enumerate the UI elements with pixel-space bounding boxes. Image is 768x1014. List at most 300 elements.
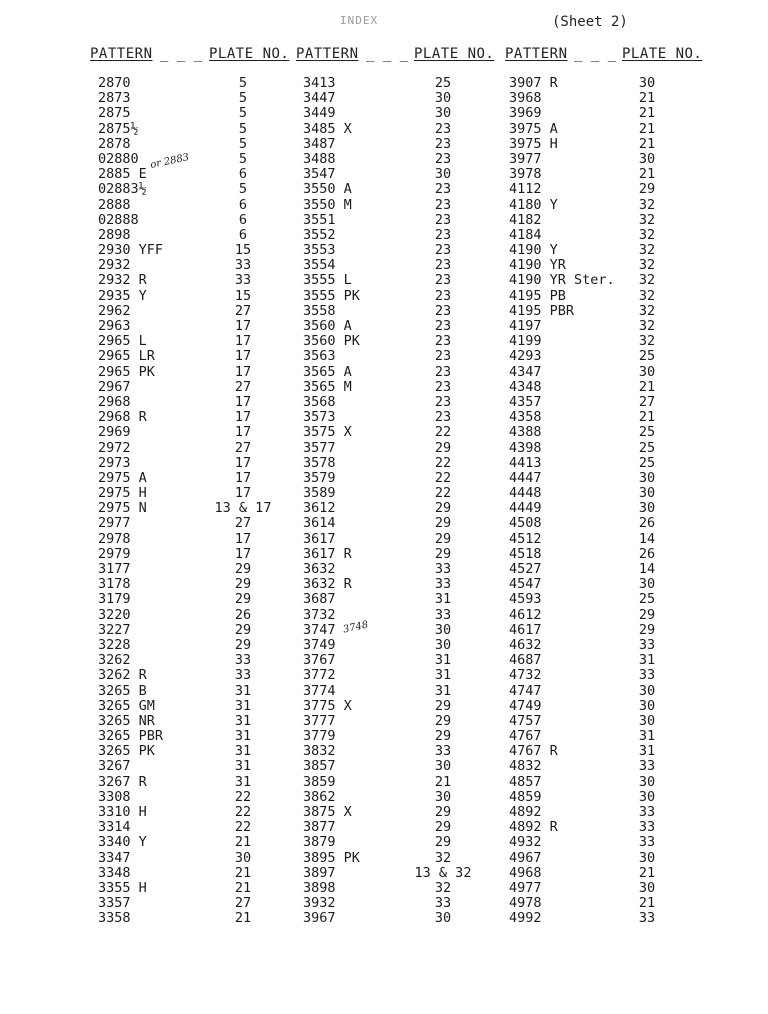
pattern-cell: 4357 — [509, 393, 542, 410]
table-row — [0, 532, 768, 547]
plate-cell: 30 — [638, 150, 656, 167]
table-row — [0, 866, 768, 881]
plate-cell: 29 — [638, 606, 656, 623]
pattern-cell: 4527 — [509, 561, 542, 577]
pattern-cell: 2875½ — [98, 120, 139, 137]
pattern-cell: 3178 — [98, 576, 131, 593]
plate-cell: 14 — [638, 530, 656, 547]
pattern-cell: 4992 — [509, 910, 542, 927]
plate-cell: 22 — [234, 804, 252, 820]
plate-cell: 21 — [638, 864, 656, 881]
plate-cell: 23 — [434, 333, 452, 350]
plate-cell: 5 — [238, 105, 248, 122]
pattern-cell: 4197 — [509, 318, 542, 334]
plate-cell: 21 — [638, 105, 656, 122]
plate-cell: 29 — [434, 728, 452, 745]
plate-cell: 32 — [638, 287, 656, 304]
pattern-cell: 3772 — [303, 667, 336, 684]
table-row — [0, 684, 768, 699]
table-row — [0, 835, 768, 850]
pattern-cell: 3265 NR — [98, 712, 155, 729]
page-title: INDEX — [340, 14, 379, 27]
pattern-cell: 4182 — [509, 211, 542, 228]
pattern-cell: 4413 — [509, 454, 542, 471]
plate-cell: 29 — [234, 621, 252, 638]
plate-cell: 33 — [434, 895, 452, 912]
table-row — [0, 608, 768, 623]
pattern-cell: 3265 B — [98, 682, 147, 699]
plate-cell: 31 — [638, 728, 656, 745]
plate-cell: 14 — [638, 561, 656, 577]
table-row — [0, 258, 768, 273]
table-row — [0, 441, 768, 456]
pattern-cell: 2969 — [98, 424, 131, 441]
pattern-cell: 3859 — [303, 773, 336, 790]
plate-cell: 32 — [638, 242, 656, 259]
table-row — [0, 410, 768, 425]
table-row — [0, 911, 768, 926]
plate-cell: 33 — [434, 606, 452, 623]
plate-cell: 30 — [638, 682, 656, 699]
plate-cell: 29 — [434, 515, 452, 532]
plate-cell: 6 — [238, 226, 248, 243]
plate-cell: 32 — [638, 333, 656, 350]
pattern-cell: 3614 — [303, 515, 336, 532]
pattern-cell: 3550 A — [303, 181, 352, 198]
pattern-cell: 3968 — [509, 90, 542, 107]
pattern-cell: 4190 Y — [509, 242, 558, 259]
header-plate-2: PLATE NO. — [414, 46, 495, 62]
plate-cell: 30 — [638, 469, 656, 486]
plate-cell: 32 — [434, 879, 452, 896]
pattern-cell: 4180 Y — [509, 196, 558, 213]
plate-cell: 31 — [434, 652, 452, 669]
plate-cell: 17 — [234, 485, 252, 502]
table-row — [0, 775, 768, 790]
header-pattern-2: PATTERN — [296, 46, 359, 62]
table-row — [0, 501, 768, 516]
plate-cell: 30 — [638, 576, 656, 593]
pattern-cell: 4447 — [509, 469, 542, 486]
table-row — [0, 638, 768, 653]
plate-cell: 29 — [434, 530, 452, 547]
pattern-cell: 4767 — [509, 728, 542, 745]
pattern-cell: 4184 — [509, 226, 542, 243]
pattern-cell: 4195 PBR — [509, 302, 575, 319]
pattern-cell: 3449 — [303, 105, 336, 122]
pattern-cell: 4518 — [509, 545, 542, 562]
pattern-cell: 3487 — [303, 135, 336, 152]
pattern-cell: 3975 H — [509, 135, 558, 152]
pattern-cell: 3262 R — [98, 667, 147, 684]
table-row — [0, 76, 768, 91]
pattern-cell: 4747 — [509, 682, 542, 699]
pattern-cell: 4892 — [509, 804, 542, 820]
plate-cell: 17 — [234, 545, 252, 562]
pattern-cell: 4612 — [509, 606, 542, 623]
pattern-cell: 4547 — [509, 576, 542, 593]
pattern-cell: 02888 — [98, 211, 139, 228]
pattern-cell: 3563 — [303, 348, 336, 365]
plate-cell: 26 — [638, 545, 656, 562]
pattern-cell: 3578 — [303, 454, 336, 471]
plate-cell: 29 — [638, 181, 656, 198]
plate-cell: 31 — [234, 728, 252, 745]
pattern-cell: 4977 — [509, 879, 542, 896]
pattern-cell: 3308 — [98, 788, 131, 805]
handwritten-note-1: or 2883 — [149, 152, 191, 171]
pattern-cell: 3265 PBR — [98, 728, 164, 745]
pattern-cell: 02883½ — [98, 181, 147, 198]
table-row — [0, 729, 768, 744]
plate-cell: 13 & 17 — [214, 500, 272, 517]
plate-cell: 21 — [234, 864, 252, 881]
plate-cell: 33 — [638, 636, 656, 653]
pattern-cell: 2870 — [98, 75, 131, 91]
header-dash-2: _ _ _ — [366, 46, 409, 62]
plate-cell: 21 — [638, 135, 656, 152]
plate-cell: 29 — [434, 500, 452, 517]
pattern-cell: 2968 — [98, 393, 131, 410]
pattern-cell: 4857 — [509, 773, 542, 790]
plate-cell: 30 — [434, 758, 452, 775]
plate-cell: 29 — [234, 591, 252, 608]
plate-cell: 5 — [238, 75, 248, 91]
table-row — [0, 653, 768, 668]
plate-cell: 25 — [638, 424, 656, 441]
plate-cell: 23 — [434, 378, 452, 395]
table-row — [0, 577, 768, 592]
pattern-cell: 2930 YFF — [98, 242, 164, 259]
pattern-cell: 3877 — [303, 819, 336, 836]
plate-cell: 31 — [434, 667, 452, 684]
table-row — [0, 425, 768, 440]
plate-cell: 6 — [238, 211, 248, 228]
plate-cell: 5 — [238, 150, 248, 167]
pattern-cell: 4388 — [509, 424, 542, 441]
plate-cell: 15 — [234, 287, 252, 304]
pattern-cell: 3547 — [303, 166, 336, 183]
pattern-cell: 3749 — [303, 636, 336, 653]
plate-cell: 17 — [234, 454, 252, 471]
index-table — [0, 76, 768, 927]
plate-cell: 30 — [638, 363, 656, 380]
pattern-cell: 2978 — [98, 530, 131, 547]
plate-cell: 30 — [638, 773, 656, 790]
table-row — [0, 167, 768, 182]
pattern-cell: 3220 — [98, 606, 131, 623]
plate-cell: 29 — [434, 545, 452, 562]
pattern-cell: 3228 — [98, 636, 131, 653]
plate-cell: 29 — [434, 439, 452, 456]
pattern-cell: 4398 — [509, 439, 542, 456]
pattern-cell: 3488 — [303, 150, 336, 167]
pattern-cell: 2963 — [98, 318, 131, 334]
table-row — [0, 395, 768, 410]
pattern-cell: 3565 M — [303, 378, 352, 395]
plate-cell: 21 — [234, 879, 252, 896]
pattern-cell: 3977 — [509, 150, 542, 167]
plate-cell: 17 — [234, 409, 252, 426]
plate-cell: 23 — [434, 226, 452, 243]
table-row — [0, 881, 768, 896]
plate-cell: 33 — [638, 910, 656, 927]
pattern-cell: 4732 — [509, 667, 542, 684]
pattern-cell: 4508 — [509, 515, 542, 532]
plate-cell: 25 — [434, 75, 452, 91]
plate-cell: 29 — [234, 576, 252, 593]
header-plate-1: PLATE NO. — [209, 46, 290, 62]
table-row — [0, 213, 768, 228]
pattern-cell: 3932 — [303, 895, 336, 912]
pattern-cell: 2977 — [98, 515, 131, 532]
plate-cell: 31 — [434, 591, 452, 608]
pattern-cell: 2979 — [98, 545, 131, 562]
plate-cell: 21 — [638, 166, 656, 183]
pattern-cell: 2965 PK — [98, 363, 155, 380]
plate-cell: 29 — [434, 712, 452, 729]
plate-cell: 21 — [638, 120, 656, 137]
pattern-cell: 4195 PB — [509, 287, 566, 304]
plate-cell: 23 — [434, 409, 452, 426]
plate-cell: 31 — [234, 697, 252, 714]
plate-cell: 29 — [434, 819, 452, 836]
plate-cell: 30 — [434, 910, 452, 927]
plate-cell: 29 — [234, 636, 252, 653]
plate-cell: 17 — [234, 333, 252, 350]
plate-cell: 30 — [638, 500, 656, 517]
plate-cell: 27 — [638, 393, 656, 410]
pattern-cell: 3558 — [303, 302, 336, 319]
pattern-cell: 3857 — [303, 758, 336, 775]
table-row — [0, 334, 768, 349]
table-row — [0, 380, 768, 395]
plate-cell: 31 — [434, 682, 452, 699]
pattern-cell: 4190 YR — [509, 257, 566, 274]
plate-cell: 27 — [234, 439, 252, 456]
table-row — [0, 91, 768, 106]
plate-cell: 25 — [638, 454, 656, 471]
pattern-cell: 3310 H — [98, 804, 147, 820]
plate-cell: 30 — [638, 697, 656, 714]
pattern-cell: 3560 PK — [303, 333, 360, 350]
table-row — [0, 106, 768, 121]
table-row — [0, 820, 768, 835]
pattern-cell: 3967 — [303, 910, 336, 927]
pattern-cell: 4832 — [509, 758, 542, 775]
pattern-cell: 3632 — [303, 561, 336, 577]
pattern-cell: 2973 — [98, 454, 131, 471]
pattern-cell: 3879 — [303, 834, 336, 851]
pattern-cell: 4348 — [509, 378, 542, 395]
pattern-cell: 02880 — [98, 150, 139, 167]
plate-cell: 30 — [638, 712, 656, 729]
pattern-cell: 2932 — [98, 257, 131, 274]
pattern-cell: 3862 — [303, 788, 336, 805]
plate-cell: 33 — [434, 576, 452, 593]
pattern-cell: 3617 R — [303, 545, 352, 562]
table-row — [0, 623, 768, 638]
pattern-cell: 2967 — [98, 378, 131, 395]
pattern-cell: 4449 — [509, 500, 542, 517]
pattern-cell: 3589 — [303, 485, 336, 502]
plate-cell: 17 — [234, 318, 252, 334]
pattern-cell: 3978 — [509, 166, 542, 183]
pattern-cell: 3612 — [303, 500, 336, 517]
header-pattern-3: PATTERN — [505, 46, 568, 62]
pattern-cell: 3975 A — [509, 120, 558, 137]
pattern-cell: 2875 — [98, 105, 131, 122]
header-dash-3: _ _ _ — [574, 46, 617, 62]
plate-cell: 29 — [434, 834, 452, 851]
pattern-cell: 3551 — [303, 211, 336, 228]
plate-cell: 22 — [434, 485, 452, 502]
pattern-cell: 4448 — [509, 485, 542, 502]
plate-cell: 23 — [434, 211, 452, 228]
table-row — [0, 243, 768, 258]
pattern-cell: 3687 — [303, 591, 336, 608]
pattern-cell: 2885 E — [98, 166, 147, 183]
plate-cell: 30 — [434, 788, 452, 805]
pattern-cell: 2932 R — [98, 272, 147, 289]
plate-cell: 23 — [434, 272, 452, 289]
plate-cell: 32 — [434, 849, 452, 866]
pattern-cell: 3355 H — [98, 879, 147, 896]
pattern-cell: 3267 — [98, 758, 131, 775]
plate-cell: 23 — [434, 181, 452, 198]
pattern-cell: 4632 — [509, 636, 542, 653]
pattern-cell: 3550 M — [303, 196, 352, 213]
pattern-cell: 3832 — [303, 743, 336, 760]
plate-cell: 27 — [234, 302, 252, 319]
plate-cell: 30 — [638, 879, 656, 896]
pattern-cell: 4767 R — [509, 743, 558, 760]
plate-cell: 26 — [638, 515, 656, 532]
table-row — [0, 456, 768, 471]
pattern-cell: 4859 — [509, 788, 542, 805]
pattern-cell: 3573 — [303, 409, 336, 426]
table-row — [0, 547, 768, 562]
plate-cell: 31 — [234, 712, 252, 729]
plate-cell: 17 — [234, 469, 252, 486]
plate-cell: 17 — [234, 348, 252, 365]
table-row — [0, 516, 768, 531]
plate-cell: 23 — [434, 318, 452, 334]
pattern-cell: 2873 — [98, 90, 131, 107]
plate-cell: 23 — [434, 120, 452, 137]
pattern-cell: 3262 — [98, 652, 131, 669]
plate-cell: 17 — [234, 363, 252, 380]
table-row — [0, 790, 768, 805]
pattern-cell: 4892 R — [509, 819, 558, 836]
plate-cell: 5 — [238, 181, 248, 198]
table-row — [0, 122, 768, 137]
plate-cell: 33 — [234, 257, 252, 274]
table-row — [0, 486, 768, 501]
pattern-cell: 2965 L — [98, 333, 147, 350]
plate-cell: 23 — [434, 302, 452, 319]
plate-cell: 23 — [434, 135, 452, 152]
pattern-cell: 3554 — [303, 257, 336, 274]
plate-cell: 21 — [234, 834, 252, 851]
plate-cell: 32 — [638, 257, 656, 274]
plate-cell: 31 — [638, 743, 656, 760]
plate-cell: 25 — [638, 348, 656, 365]
pattern-cell: 3577 — [303, 439, 336, 456]
plate-cell: 30 — [434, 621, 452, 638]
plate-cell: 26 — [234, 606, 252, 623]
plate-cell: 32 — [638, 226, 656, 243]
plate-cell: 33 — [434, 743, 452, 760]
pattern-cell: 3777 — [303, 712, 336, 729]
plate-cell: 21 — [638, 409, 656, 426]
pattern-cell: 2975 N — [98, 500, 147, 517]
pattern-cell: 3555 PK — [303, 287, 360, 304]
plate-cell: 5 — [238, 120, 248, 137]
pattern-cell: 3227 — [98, 621, 131, 638]
plate-cell: 15 — [234, 242, 252, 259]
table-row — [0, 152, 768, 167]
table-row — [0, 198, 768, 213]
plate-cell: 23 — [434, 393, 452, 410]
pattern-cell: 4112 — [509, 181, 542, 198]
plate-cell: 33 — [638, 667, 656, 684]
plate-cell: 30 — [234, 849, 252, 866]
plate-cell: 5 — [238, 135, 248, 152]
pattern-cell: 3907 R — [509, 75, 558, 91]
pattern-cell: 3969 — [509, 105, 542, 122]
table-row — [0, 273, 768, 288]
pattern-cell: 3774 — [303, 682, 336, 699]
table-row — [0, 137, 768, 152]
pattern-cell: 3179 — [98, 591, 131, 608]
pattern-cell: 4687 — [509, 652, 542, 669]
plate-cell: 33 — [638, 834, 656, 851]
pattern-cell: 3560 A — [303, 318, 352, 334]
pattern-cell: 2888 — [98, 196, 131, 213]
plate-cell: 27 — [234, 378, 252, 395]
table-row — [0, 805, 768, 820]
plate-cell: 21 — [234, 910, 252, 927]
plate-cell: 5 — [238, 90, 248, 107]
plate-cell: 30 — [638, 75, 656, 91]
pattern-cell: 3348 — [98, 864, 131, 881]
pattern-cell: 2965 LR — [98, 348, 155, 365]
plate-cell: 32 — [638, 302, 656, 319]
plate-cell: 22 — [434, 469, 452, 486]
pattern-cell: 3340 Y — [98, 834, 147, 851]
pattern-cell: 4593 — [509, 591, 542, 608]
plate-cell: 22 — [434, 454, 452, 471]
plate-cell: 21 — [638, 90, 656, 107]
plate-cell: 33 — [234, 667, 252, 684]
plate-cell: 31 — [234, 743, 252, 760]
pattern-cell: 3747 — [303, 621, 336, 638]
pattern-cell: 3632 R — [303, 576, 352, 593]
plate-cell: 30 — [638, 788, 656, 805]
pattern-cell: 2878 — [98, 135, 131, 152]
plate-cell: 31 — [234, 682, 252, 699]
pattern-cell: 3413 — [303, 75, 336, 91]
pattern-cell: 3565 A — [303, 363, 352, 380]
pattern-cell: 3617 — [303, 530, 336, 547]
table-row — [0, 714, 768, 729]
pattern-cell: 4293 — [509, 348, 542, 365]
header-pattern-1: PATTERN — [90, 46, 153, 62]
pattern-cell: 2968 R — [98, 409, 147, 426]
pattern-cell: 4617 — [509, 621, 542, 638]
pattern-cell: 3265 PK — [98, 743, 155, 760]
